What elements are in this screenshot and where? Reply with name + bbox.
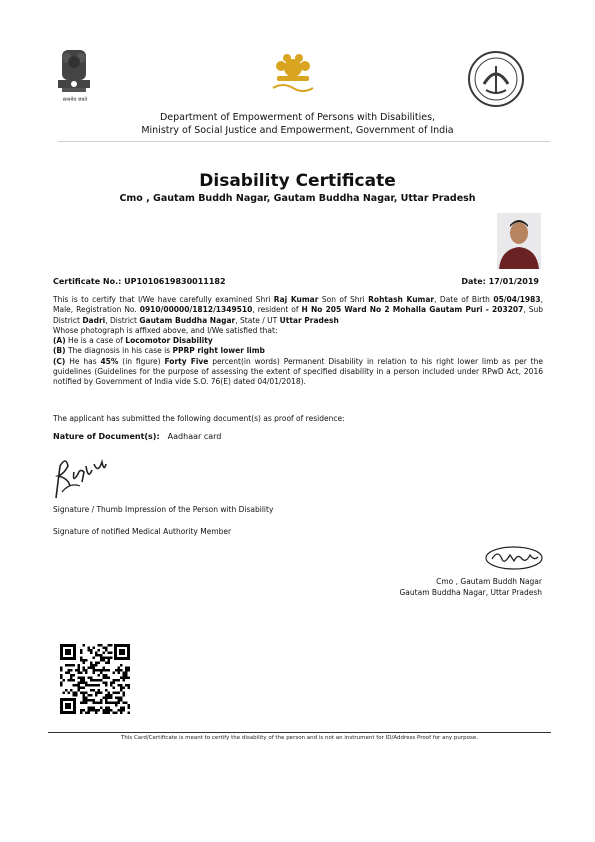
nature-label: Nature of Document(s): [53,432,160,441]
certificate-number [53,277,226,286]
authority-signature [482,543,544,573]
residence-intro: The applicant has submitted the following document(s) as proof of residence: [53,414,345,423]
cert-no-value: UP1010619830011182 [124,277,226,286]
clause-c: (C) He has 45% (in figure) Forty Five percent(in words) Permanent Disability in relation to his right lower limb as per the guidelines (Guidelines for the purpose of assessing the extent of specified disability in a person included under RPwD Act, 2016 notified by Government of India vide S.O. 76(E) dated 04/01/2018). [53,356,543,387]
page-title: Disability Certificate [199,171,396,191]
clause-a: (A) He is a case of Locomotor Disability [53,336,213,346]
header-divider [58,141,550,142]
state-seal-icon [464,50,528,108]
issuer-line: Cmo , Gautam Buddh Nagar, Gautam Buddha Nagar, Uttar Pradesh [119,193,476,204]
cert-no-label: Certificate No.: [53,277,122,286]
department-line-2: Ministry of Social Justice and Empowerment, Government of India [141,125,454,136]
applicant-photo [497,213,541,269]
qr-code [60,644,130,714]
applicant-signature-label: Signature / Thumb Impression of the Person with Disability [53,505,274,514]
affixed-photo-line: Whose photograph is affixed above, and I/We satisfied that: [53,325,278,335]
certification-paragraph: This is to certify that I/We have carefully examined Shri Raj Kumar Son of Shri Rohtash Kumar, Date of Birth 05/04/1983, Male, Registration No. 0910/00000/1812/1349510, resident of H No 205 Ward No 2 Mohalla Gautam Puri - 203207, Sub District Dadri, District Gautam Buddha Nagar, State / UT Uttar Pradesh [53,295,544,325]
applicant-signature [50,452,110,504]
department-line-1: Department of Empowerment of Persons with Disabilities, [159,112,436,123]
authority-signature-label: Signature of notified Medical Authority Member [53,527,232,536]
authority-line-2: Gautam Buddha Nagar, Uttar Pradesh [399,588,542,597]
emblem-caption: सत्यमेव जयते [62,97,88,103]
nature-value: Aadhaar card [167,432,222,441]
certificate-date [461,277,539,286]
clause-b: (B) The diagnosis in his case is PPRP right lower limb [53,346,265,356]
date-value: 17/01/2019 [488,277,539,286]
sugamya-logo-icon [263,52,323,96]
authority-line-1: Cmo , Gautam Buddh Nagar [436,577,542,586]
date-label: Date: [461,277,486,286]
nature-of-documents [53,432,221,441]
footer-note: This Card/Certificate is meant to certify the disability of the person and is not an instrument for ID/Address Proof for any purpose. [120,735,479,741]
certificate-body [53,295,543,388]
footer-divider [48,732,551,733]
